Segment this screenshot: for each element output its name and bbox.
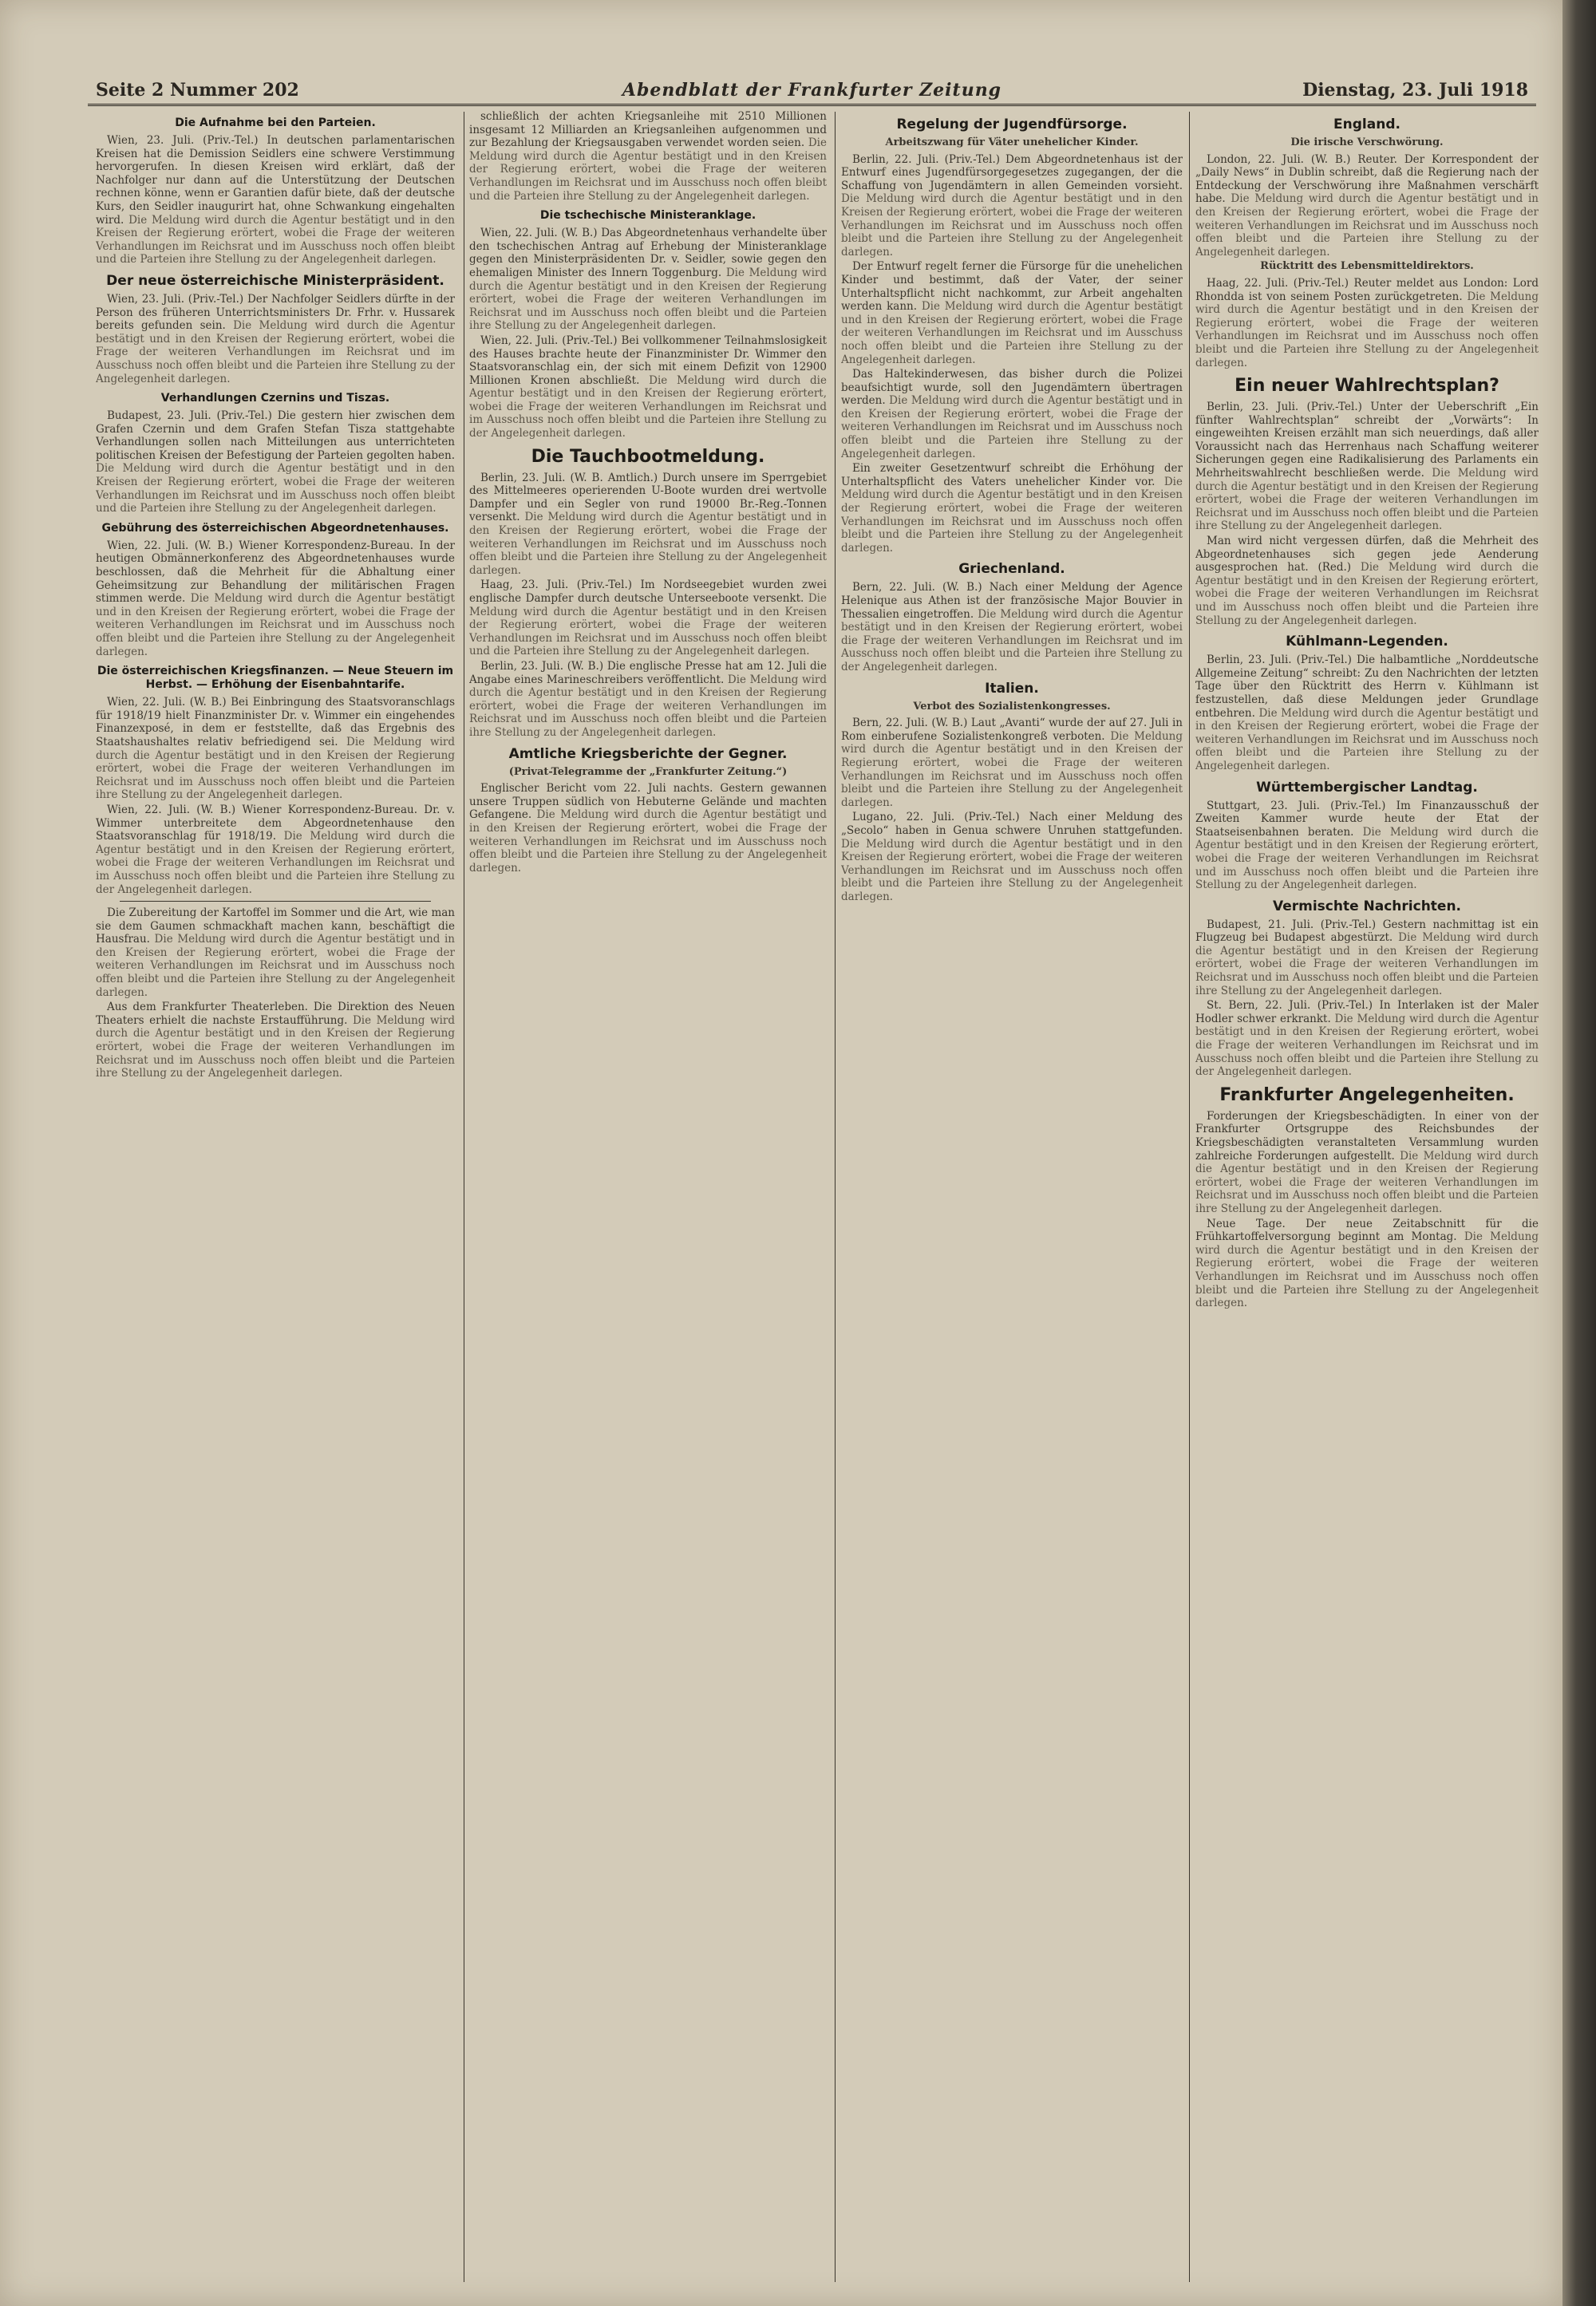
headline: Kühlmann-Legenden. xyxy=(1286,634,1448,650)
headline: Amtliche Kriegsberichte der Gegner. xyxy=(508,745,788,762)
article-paragraph: Lugano, 22. Juli. (Priv.-Tel.) Nach einer Meldung des „Secolo“ haben in Genua schwere Unruhen stattgefunden. Die Meldung wird durch die Agentur bestätigt und in den Kreisen der Regierung erörtert, wobei die Frage der weiteren Verhandlungen im Reichsrat und im Ausschuss noch offen bleibt und die Parteien ihre Stellung zu der Angelegenheit darlegen. xyxy=(841,811,1183,903)
headline: Die tschechische Ministeranklage. xyxy=(539,209,757,223)
headline: Die österreichischen Kriegsfinanzen. — Neue Steuern im Herbst. — Erhöhung der Eisenbahntarife. xyxy=(97,665,454,692)
article-paragraph: Wien, 22. Juli. (W. B.) Bei Einbringung des Staatsvoranschlags für 1918/19 hielt Finanzminister Dr. v. Wimmer ein eingehendes Finanzexposé, in dem er feststellte, daß das Ergebnis des Staatshaushaltes relativ befriedigend sei. Die Meldung wird durch die Agentur bestätigt und in den Kreisen der Regierung erörtert, wobei die Frage der weiteren Verhandlungen im Reichsrat und im Ausschuss noch offen bleibt und die Parteien ihre Stellung zu der Angelegenheit darlegen. xyxy=(96,696,455,802)
masthead xyxy=(88,80,1536,106)
article-paragraph: Neue Tage. Der neue Zeitabschnitt für die Frühkartoffelversorgung beginnt am Montag. Die Meldung wird durch die Agentur bestätigt und in den Kreisen der Regierung erörtert, wobei die Frage der weiteren Verhandlungen im Reichsrat und im Ausschuss noch offen bleibt und die Parteien ihre Stellung zu der Angelegenheit darlegen. xyxy=(1195,1218,1539,1310)
article-paragraph: Das Haltekinderwesen, das bisher durch die Polizei beaufsichtigt wurde, soll den Jugendämtern übertragen werden. Die Meldung wird durch die Agentur bestätigt und in den Kreisen der Regierung erörtert, wobei die Frage der weiteren Verhandlungen im Reichsrat und im Ausschuss noch offen bleibt und die Parteien ihre Stellung zu der Angelegenheit darlegen. xyxy=(841,368,1183,460)
article-paragraph: Forderungen der Kriegsbeschädigten. In einer von der Frankfurter Ortsgruppe des Reichsbundes der Kriegsbeschädigten veranstalteten Versammlung wurden zahlreiche Forderungen aufgestellt. Die Meldung wird durch die Agentur bestätigt und in den Kreisen der Regierung erörtert, wobei die Frage der weiteren Verhandlungen im Reichsrat und im Ausschuss noch offen bleibt und die Parteien ihre Stellung zu der Angelegenheit darlegen. xyxy=(1195,1110,1539,1216)
subheadline: (Privat-Telegramme der „Frankfurter Zeitung.“) xyxy=(508,765,788,778)
article-paragraph: St. Bern, 22. Juli. (Priv.-Tel.) In Interlaken ist der Maler Hodler schwer erkrankt. Die Meldung wird durch die Agentur bestätigt und in den Kreisen der Regierung erörtert, wobei die Frage der weiteren Verhandlungen im Reichsrat und im Ausschuss noch offen bleibt und die Parteien ihre Stellung zu der Angelegenheit darlegen. xyxy=(1195,999,1539,1079)
headline: Gebührung des österreichischen Abgeordnetenhauses. xyxy=(101,521,449,535)
subheadline: Die irische Verschwörung. xyxy=(1290,136,1444,148)
article-paragraph: London, 22. Juli. (W. B.) Reuter. Der Korrespondent der „Daily News“ in Dublin schreibt, daß die Regierung nach der Entdeckung der Verschwörung ihre Maßnahmen verschärft habe. Die Meldung wird durch die Agentur bestätigt und in den Kreisen der Regierung erörtert, wobei die Frage der weiteren Verhandlungen im Reichsrat und im Ausschuss noch offen bleibt und die Parteien ihre Stellung zu der Angelegenheit darlegen. xyxy=(1195,153,1539,259)
headline: Frankfurter Angelegenheiten. xyxy=(1219,1084,1515,1105)
subheadline: Arbeitszwang für Väter unehelicher Kinder. xyxy=(885,136,1139,148)
article-paragraph: Berlin, 23. Juli. (W. B.) Die englische Presse hat am 12. Juli die Angabe eines Marineschreibers veröffentlicht. Die Meldung wird durch die Agentur bestätigt und in den Kreisen der Regierung erörtert, wobei die Frage der weiteren Verhandlungen im Reichsrat und im Ausschuss noch offen bleibt und die Parteien ihre Stellung zu der Angelegenheit darlegen. xyxy=(469,660,827,740)
headline: Verhandlungen Czernins und Tiszas. xyxy=(160,392,390,405)
article-paragraph: Wien, 22. Juli. (Priv.-Tel.) Bei vollkommener Teilnahmslosigkeit des Hauses brachte heute der Finanzminister Dr. Wimmer den Staatsvoranschlag ein, der sich mit einem Defizit von 12900 Millionen Kronen abschließt. Die Meldung wird durch die Agentur bestätigt und in den Kreisen der Regierung erörtert, wobei die Frage der weiteren Verhandlungen im Reichsrat und im Ausschuss noch offen bleibt und die Parteien ihre Stellung zu der Angelegenheit darlegen. xyxy=(469,334,827,440)
column-4 xyxy=(1195,110,1539,2288)
article-paragraph: Berlin, 22. Juli. (Priv.-Tel.) Dem Abgeordnetenhaus ist der Entwurf eines Jugendfürsorgegesetzes zugegangen, der die Schaffung von Jugendämtern in allen Gemeinden vorsieht. Die Meldung wird durch die Agentur bestätigt und in den Kreisen der Regierung erörtert, wobei die Frage der weiteren Verhandlungen im Reichsrat und im Ausschuss noch offen bleibt und die Parteien ihre Stellung zu der Angelegenheit darlegen. xyxy=(841,153,1183,259)
article-paragraph: Haag, 23. Juli. (Priv.-Tel.) Im Nordseegebiet wurden zwei englische Dampfer durch deutsche Unterseeboote versenkt. Die Meldung wird durch die Agentur bestätigt und in den Kreisen der Regierung erörtert, wobei die Frage der weiteren Verhandlungen im Reichsrat und im Ausschuss noch offen bleibt und die Parteien ihre Stellung zu der Angelegenheit darlegen. xyxy=(469,578,827,658)
article-paragraph: Wien, 23. Juli. (Priv.-Tel.) In deutschen parlamentarischen Kreisen hat die Demission Seidlers eine schwere Verstimmung hervorgerufen. In diesen Kreisen wird erklärt, daß der Nachfolger nur dann auf die Unterstützung der Deutschen rechnen könne, wenn er Garantien dafür biete, daß der deutsche Kurs, den Seidler inaugurirt hat, ohne Schwankung eingehalten wird. Die Meldung wird durch die Agentur bestätigt und in den Kreisen der Regierung erörtert, wobei die Frage der weiteren Verhandlungen im Reichsrat und im Ausschuss noch offen bleibt und die Parteien ihre Stellung zu der Angelegenheit darlegen. xyxy=(96,134,455,267)
article-paragraph: Budapest, 21. Juli. (Priv.-Tel.) Gestern nachmittag ist ein Flugzeug bei Budapest abgestürzt. Die Meldung wird durch die Agentur bestätigt und in den Kreisen der Regierung erörtert, wobei die Frage der weiteren Verhandlungen im Reichsrat und im Ausschuss noch offen bleibt und die Parteien ihre Stellung zu der Angelegenheit darlegen. xyxy=(1195,918,1539,998)
feuilleton-text: Die Zubereitung der Kartoffel im Sommer und die Art, wie man sie dem Gaumen schmackhaft machen kann, beschäftigt die Hausfrau. Die Meldung wird durch die Agentur bestätigt und in den Kreisen der Regierung erörtert, wobei die Frage der weiteren Verhandlungen im Reichsrat und im Ausschuss noch offen bleibt und die Parteien ihre Stellung zu der Angelegenheit darlegen. xyxy=(96,906,455,999)
headline: Die Aufnahme bei den Parteien. xyxy=(175,116,376,129)
issue-date: Dienstag, 23. Juli 1918 xyxy=(1302,80,1528,101)
headline: Vermischte Nachrichten. xyxy=(1272,898,1462,914)
article-paragraph: Man wird nicht vergessen dürfen, daß die Mehrheit des Abgeordnetenhauses sich gegen jede Aenderung ausgesprochen hat. (Red.) Die Meldung wird durch die Agentur bestätigt und in den Kreisen der Regierung erörtert, wobei die Frage der weiteren Verhandlungen im Reichsrat und im Ausschuss noch offen bleibt und die Parteien ihre Stellung zu der Angelegenheit darlegen. xyxy=(1195,535,1539,627)
article-paragraph: Stuttgart, 23. Juli. (Priv.-Tel.) Im Finanzausschuß der Zweiten Kammer wurde heute der Etat der Staatseisenbahnen beraten. Die Meldung wird durch die Agentur bestätigt und in den Kreisen der Regierung erörtert, wobei die Frage der weiteren Verhandlungen im Reichsrat und im Ausschuss noch offen bleibt und die Parteien ihre Stellung zu der Angelegenheit darlegen. xyxy=(1195,800,1539,892)
column-rule xyxy=(1189,112,1190,2282)
headline: Regelung der Jugendfürsorge. xyxy=(896,116,1128,132)
subheadline: Rücktritt des Lebensmitteldirektors. xyxy=(1260,260,1474,273)
headline: England. xyxy=(1333,116,1400,132)
article-paragraph: Berlin, 23. Juli. (W. B. Amtlich.) Durch unsere im Sperrgebiet des Mittelmeeres operierenden U-Boote wurden drei wertvolle Dampfer und ein Segler von rund 19000 Br.-Reg.-Tonnen versenkt. Die Meldung wird durch die Agentur bestätigt und in den Kreisen der Regierung erörtert, wobei die Frage der weiteren Verhandlungen im Reichsrat und im Ausschuss noch offen bleibt und die Parteien ihre Stellung zu der Angelegenheit darlegen. xyxy=(469,472,827,578)
article-paragraph: Ein zweiter Gesetzentwurf schreibt die Erhöhung der Unterhaltspflicht des Vaters unehelicher Kinder vor. Die Meldung wird durch die Agentur bestätigt und in den Kreisen der Regierung erörtert, wobei die Frage der weiteren Verhandlungen im Reichsrat und im Ausschuss noch offen bleibt und die Parteien ihre Stellung zu der Angelegenheit darlegen. xyxy=(841,462,1183,555)
article-paragraph: Wien, 23. Juli. (Priv.-Tel.) Der Nachfolger Seidlers dürfte in der Person des früheren Unterrichtsministers Dr. Frhr. v. Hussarek bereits gefunden sein. Die Meldung wird durch die Agentur bestätigt und in den Kreisen der Regierung erörtert, wobei die Frage der weiteren Verhandlungen im Reichsrat und im Ausschuss noch offen bleibt und die Parteien ihre Stellung zu der Angelegenheit darlegen. xyxy=(96,293,455,385)
article-paragraph: Der Entwurf regelt ferner die Fürsorge für die unehelichen Kinder und bestimmt, daß der Vater, der seiner Unterhaltspflicht nicht nachkommt, zur Arbeit angehalten werden kann. Die Meldung wird durch die Agentur bestätigt und in den Kreisen der Regierung erörtert, wobei die Frage der weiteren Verhandlungen im Reichsrat und im Ausschuss noch offen bleibt und die Parteien ihre Stellung zu der Angelegenheit darlegen. xyxy=(841,260,1183,366)
binding-edge xyxy=(1562,0,1596,2306)
headline: Der neue österreichische Ministerpräsident. xyxy=(106,272,444,289)
feuilleton-divider xyxy=(120,901,431,902)
headline: Griechenland. xyxy=(958,561,1065,578)
newspaper-title: Abendblatt der Frankfurter Zeitung xyxy=(622,80,1002,101)
article-paragraph: schließlich der achten Kriegsanleihe mit 2510 Millionen insgesamt 12 Milliarden an Kriegsanleihen aufgenommen und zur Bezahlung der Kriegsausgaben verwendet worden seien. Die Meldung wird durch die Agentur bestätigt und in den Kreisen der Regierung erörtert, wobei die Frage der weiteren Verhandlungen im Reichsrat und im Ausschuss noch offen bleibt und die Parteien ihre Stellung zu der Angelegenheit darlegen. xyxy=(469,110,827,203)
article-paragraph: Berlin, 23. Juli. (Priv.-Tel.) Unter der Ueberschrift „Ein fünfter Wahlrechtsplan“ schreibt der „Vorwärts“: In eingeweihten Kreisen erzählt man sich neuerdings, daß aller Voraussicht nach das Herrenhaus nach Schaffung weiterer Sicherungen gegen eine Radikalisierung des Parlaments ein Mehrheitswahlrecht beschließen werde. Die Meldung wird durch die Agentur bestätigt und in den Kreisen der Regierung erörtert, wobei die Frage der weiteren Verhandlungen im Reichsrat und im Ausschuss noch offen bleibt und die Parteien ihre Stellung zu der Angelegenheit darlegen. xyxy=(1195,401,1539,533)
column-rule xyxy=(835,112,836,2282)
article-paragraph: Bern, 22. Juli. (W. B.) Laut „Avanti“ wurde der auf 27. Juli in Rom einberufene Sozialistenkongreß verboten. Die Meldung wird durch die Agentur bestätigt und in den Kreisen der Regierung erörtert, wobei die Frage der weiteren Verhandlungen im Reichsrat und im Ausschuss noch offen bleibt und die Parteien ihre Stellung zu der Angelegenheit darlegen. xyxy=(841,717,1183,809)
column-2 xyxy=(469,110,827,2288)
headline: Württembergischer Landtag. xyxy=(1256,779,1478,796)
article-paragraph: Wien, 22. Juli. (W. B.) Wiener Korrespondenz-Bureau. Dr. v. Wimmer unterbreitete dem Abgeordnetenhause den Staatsvoranschlag für 1918/19. Die Meldung wird durch die Agentur bestätigt und in den Kreisen der Regierung erörtert, wobei die Frage der weiteren Verhandlungen im Reichsrat und im Ausschuss noch offen bleibt und die Parteien ihre Stellung zu der Angelegenheit darlegen. xyxy=(96,804,455,896)
article-paragraph: Wien, 22. Juli. (W. B.) Wiener Korrespondenz-Bureau. In der heutigen Obmännerkonferenz des Abgeordnetenhauses wurde beschlossen, daß die Mehrheit für die Abhaltung einer Geheimsitzung zur Behandlung der militärischen Fragen stimmen werde. Die Meldung wird durch die Agentur bestätigt und in den Kreisen der Regierung erörtert, wobei die Frage der weiteren Verhandlungen im Reichsrat und im Ausschuss noch offen bleibt und die Parteien ihre Stellung zu der Angelegenheit darlegen. xyxy=(96,539,455,658)
subheadline: Verbot des Sozialistenkongresses. xyxy=(913,700,1111,713)
article-paragraph: Budapest, 23. Juli. (Priv.-Tel.) Die gestern hier zwischen dem Grafen Czernin und dem Grafen Stefan Tisza stattgehabte Verhandlungen sollen nach Mitteilungen aus unterrichteten politischen Kreisen der Befestigung der Parteien gegolten haben. Die Meldung wird durch die Agentur bestätigt und in den Kreisen der Regierung erörtert, wobei die Frage der weiteren Verhandlungen im Reichsrat und im Ausschuss noch offen bleibt und die Parteien ihre Stellung zu der Angelegenheit darlegen. xyxy=(96,409,455,515)
page-number: Seite 2 Nummer 202 xyxy=(96,80,299,101)
column-1 xyxy=(96,110,455,2288)
article-paragraph: Bern, 22. Juli. (W. B.) Nach einer Meldung der Agence Helenique aus Athen ist der französische Major Bouvier in Thessalien eingetroffen. Die Meldung wird durch die Agentur bestätigt und in den Kreisen der Regierung erörtert, wobei die Frage der weiteren Verhandlungen im Reichsrat und im Ausschuss noch offen bleibt und die Parteien ihre Stellung zu der Angelegenheit darlegen. xyxy=(841,581,1183,673)
headline: Die Tauchbootmeldung. xyxy=(531,446,765,467)
headline: Italien. xyxy=(985,680,1039,697)
article-paragraph: Berlin, 23. Juli. (Priv.-Tel.) Die halbamtliche „Norddeutsche Allgemeine Zeitung“ schreibt: Zu den Nachrichten der letzten Tage über den Rücktritt des Herrn v. Kühlmann ist festzustellen, daß diese Meldungen jeder Grundlage entbehren. Die Meldung wird durch die Agentur bestätigt und in den Kreisen der Regierung erörtert, wobei die Frage der weiteren Verhandlungen im Reichsrat und im Ausschuss noch offen bleibt und die Parteien ihre Stellung zu der Angelegenheit darlegen. xyxy=(1195,653,1539,772)
article-paragraph: Englischer Bericht vom 22. Juli nachts. Gestern gewannen unsere Truppen südlich von Hebuterne Gelände und machten Gefangene. Die Meldung wird durch die Agentur bestätigt und in den Kreisen der Regierung erörtert, wobei die Frage der weiteren Verhandlungen im Reichsrat und im Ausschuss noch offen bleibt und die Parteien ihre Stellung zu der Angelegenheit darlegen. xyxy=(469,782,827,875)
column-3 xyxy=(841,110,1183,2288)
headline: Ein neuer Wahlrechtsplan? xyxy=(1235,376,1499,397)
article-paragraph: Wien, 22. Juli. (W. B.) Das Abgeordnetenhaus verhandelte über den tschechischen Antrag auf Erhebung der Ministeranklage gegen den Ministerpräsidenten Dr. v. Seidler, sowie gegen den ehemaligen Minister des Innern Toggenburg. Die Meldung wird durch die Agentur bestätigt und in den Kreisen der Regierung erörtert, wobei die Frage der weiteren Verhandlungen im Reichsrat und im Ausschuss noch offen bleibt und die Parteien ihre Stellung zu der Angelegenheit darlegen. xyxy=(469,227,827,333)
theater-note: Aus dem Frankfurter Theaterleben. Die Direktion des Neuen Theaters erhielt die nachste Erstaufführung. Die Meldung wird durch die Agentur bestätigt und in den Kreisen der Regierung erörtert, wobei die Frage der weiteren Verhandlungen im Reichsrat und im Ausschuss noch offen bleibt und die Parteien ihre Stellung zu der Angelegenheit darlegen. xyxy=(96,1001,455,1080)
article-paragraph: Haag, 22. Juli. (Priv.-Tel.) Reuter meldet aus London: Lord Rhondda ist von seinem Posten zurückgetreten. Die Meldung wird durch die Agentur bestätigt und in den Kreisen der Regierung erörtert, wobei die Frage der weiteren Verhandlungen im Reichsrat und im Ausschuss noch offen bleibt und die Parteien ihre Stellung zu der Angelegenheit darlegen. xyxy=(1195,277,1539,369)
